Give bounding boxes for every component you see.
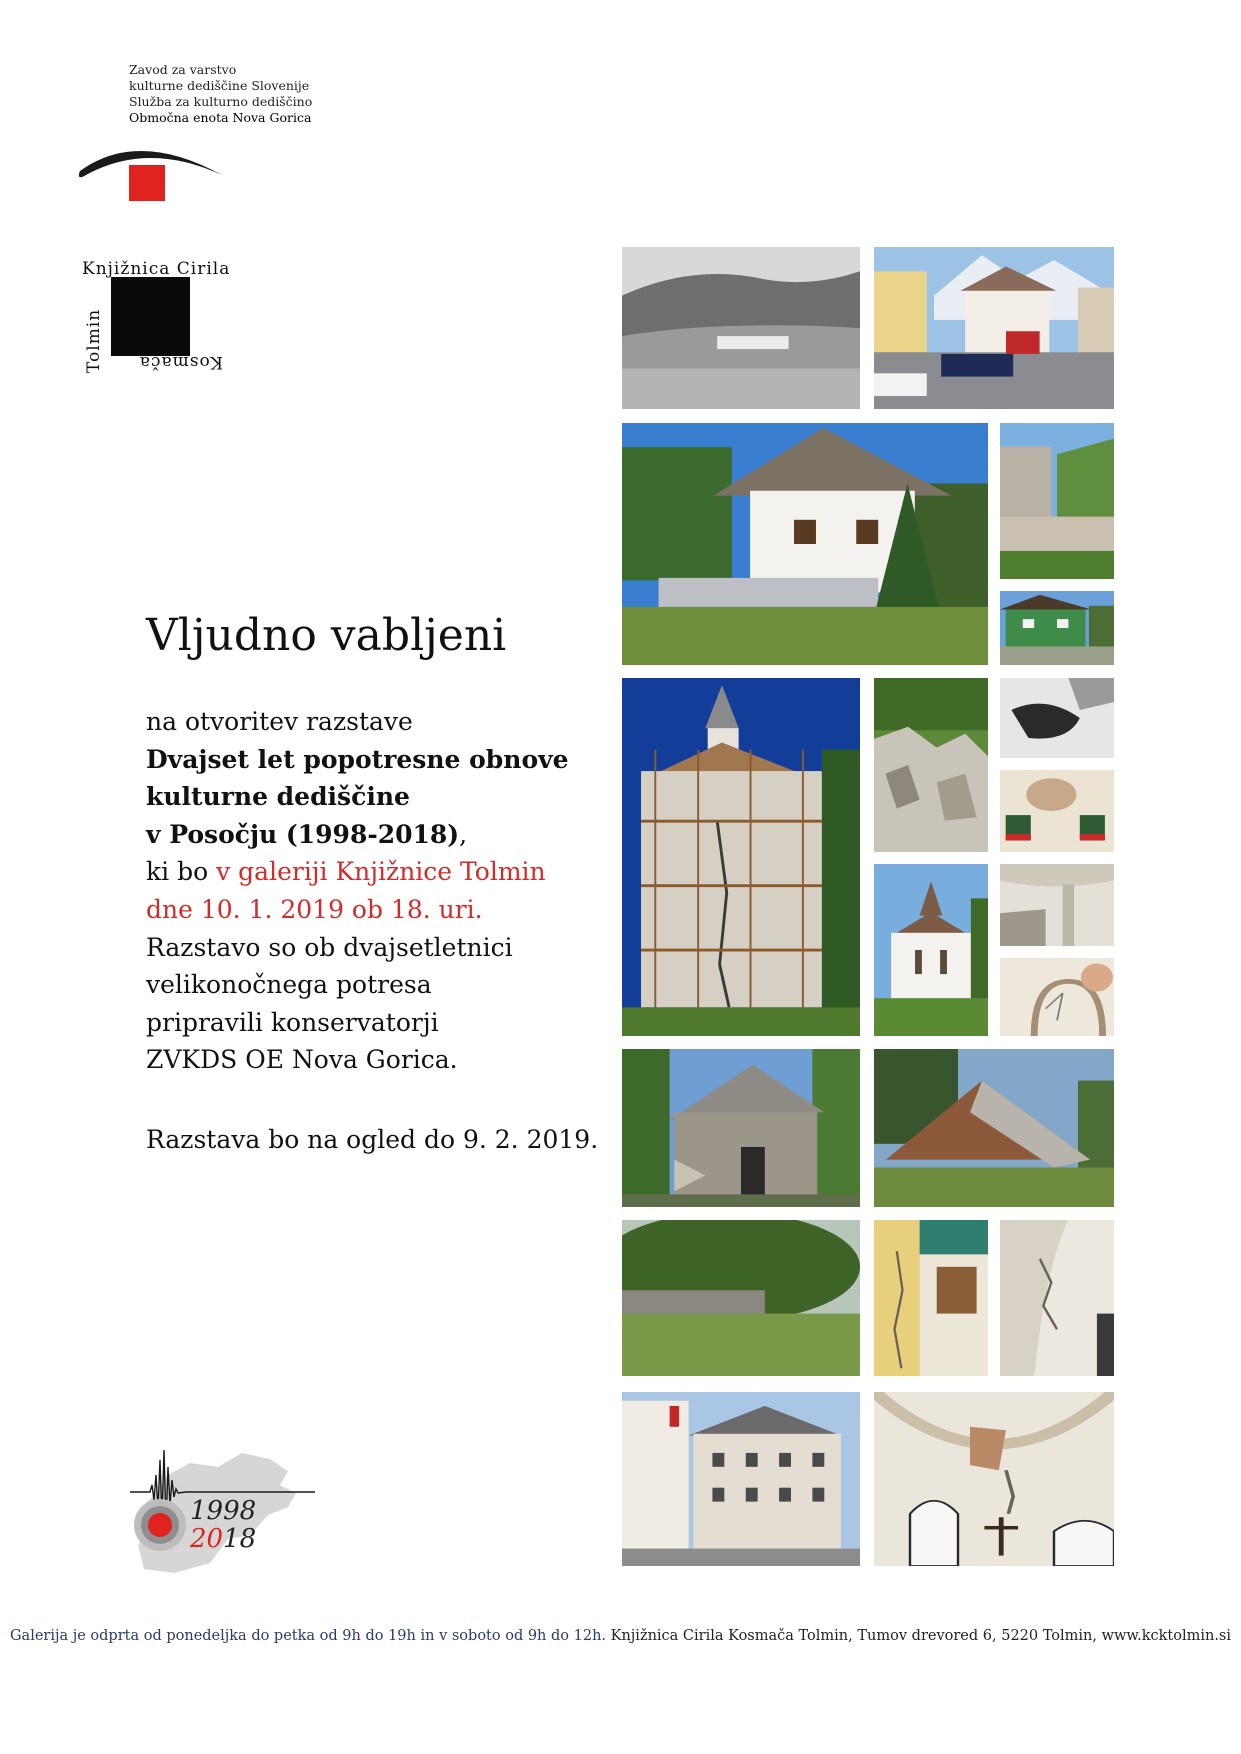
invitation-intro: na otvoritev razstave bbox=[146, 707, 413, 736]
photo-vault-corner bbox=[1000, 864, 1114, 946]
photo-tree-over-ruins bbox=[622, 1220, 860, 1376]
exhibition-title-comma: , bbox=[459, 819, 468, 849]
description-line-1: Razstavo so ob dvajsetletnici bbox=[146, 932, 513, 962]
photo-collapsed-rubble bbox=[874, 678, 988, 852]
exhibition-title-line-3: v Posočju (1998-2018) bbox=[146, 819, 460, 849]
description-line-2: velikonočnega potresa bbox=[146, 970, 432, 1000]
photo-ruined-wall bbox=[1000, 423, 1114, 579]
photo-chapel bbox=[874, 864, 988, 1036]
photo-village-panorama-bw bbox=[622, 247, 860, 409]
library-logo-top-text: Knjižnica Cirila bbox=[82, 259, 231, 279]
photo-damaged-stone-house bbox=[622, 1049, 860, 1207]
photo-fresco-arch bbox=[1000, 958, 1114, 1036]
invitation-body bbox=[146, 703, 569, 1079]
anniversary-year-start: 1998 bbox=[190, 1496, 257, 1526]
description-line-3: pripravili konservatorji bbox=[146, 1007, 439, 1037]
photo-green-house bbox=[1000, 591, 1114, 665]
zvkds-logo-mark bbox=[78, 135, 228, 215]
library-logo-left-text: Tolmin bbox=[84, 308, 104, 373]
anniversary-year-end-dark: 18 bbox=[223, 1524, 257, 1554]
event-datetime: dne 10. 1. 2019 ob 18. uri. bbox=[146, 894, 483, 924]
venue-prefix: ki bo bbox=[146, 857, 217, 887]
institution-line-4: Območna enota Nova Gorica bbox=[129, 110, 312, 125]
anniversary-logo bbox=[130, 1445, 315, 1580]
photo-restored-house bbox=[622, 423, 988, 665]
photo-town-square bbox=[874, 247, 1114, 409]
footer-address: Knjižnica Cirila Kosmača Tolmin, Tumov drevored 6, 5220 Tolmin, www.kcktolmin.si bbox=[606, 1628, 1232, 1644]
institution-line-3: Služba za kulturno dediščino bbox=[129, 94, 313, 109]
photo-church-scaffolding bbox=[622, 678, 860, 1036]
exhibition-title-line-2: kulturne dediščine bbox=[146, 782, 410, 812]
institution-name bbox=[129, 62, 312, 126]
photo-repairing-building bbox=[622, 1392, 860, 1566]
invitation-heading: Vljudno vabljeni bbox=[146, 610, 507, 661]
institution-line-1: Zavod za varstvo bbox=[129, 62, 237, 77]
photo-damaged-vault-crucifix bbox=[874, 1392, 1114, 1566]
footer bbox=[0, 1628, 1241, 1644]
venue-text: v galeriji Knjižnice Tolmin bbox=[216, 857, 546, 887]
exhibition-closing-date: Razstava bo na ogled do 9. 2. 2019. bbox=[146, 1125, 599, 1154]
description-line-4: ZVKDS OE Nova Gorica. bbox=[146, 1045, 458, 1075]
institution-line-2: kulturne dediščine Slovenije bbox=[129, 78, 310, 93]
footer-opening-hours: Galerija je odprta od ponedeljka do petka od 9h do 19h in v soboto od 9h do 12h. bbox=[9, 1628, 607, 1644]
anniversary-year-end-red: 20 bbox=[190, 1524, 224, 1554]
photo-cracked-interior-pillar bbox=[1000, 1220, 1114, 1376]
photo-painted-facade bbox=[1000, 770, 1114, 852]
exhibition-title-line-1: Dvajset let popotresne obnove bbox=[146, 744, 569, 774]
photo-cracked-yellow-wall bbox=[874, 1220, 988, 1376]
photo-collapsed-wooden-barn bbox=[874, 1049, 1114, 1207]
library-logo bbox=[78, 255, 231, 375]
library-logo-square bbox=[111, 277, 190, 356]
svg-text:2018 bbox=[189, 1524, 256, 1554]
photo-crater-bw bbox=[1000, 678, 1114, 758]
library-logo-bottom-text: Kosmača bbox=[138, 352, 223, 372]
